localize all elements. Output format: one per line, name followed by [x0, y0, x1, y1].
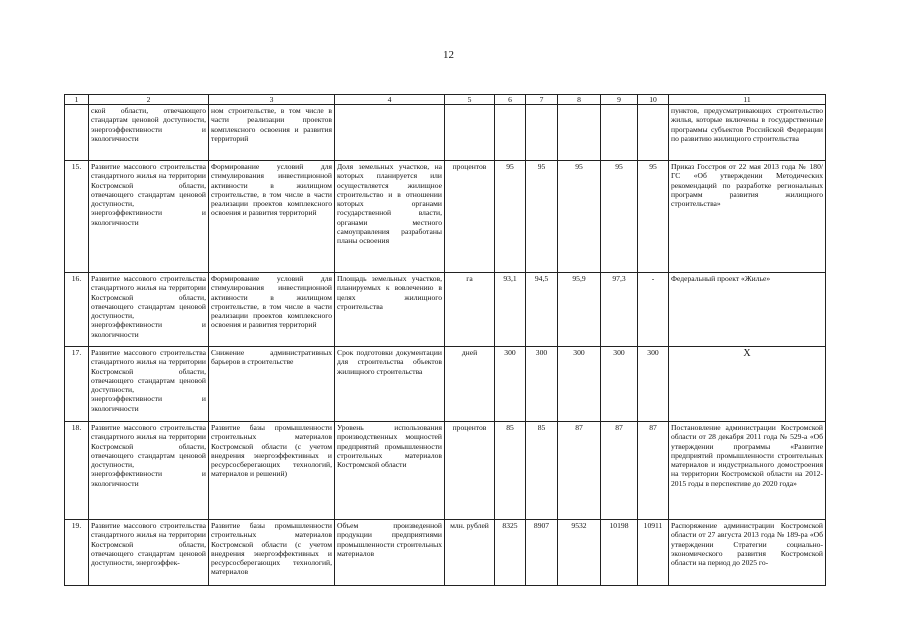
column-header: 7	[526, 95, 558, 105]
value-cell: 87	[601, 422, 638, 520]
column-header: 5	[445, 95, 495, 105]
column-number-row	[65, 95, 826, 105]
table-row	[65, 273, 826, 347]
unit-cell	[445, 105, 495, 161]
goal-cell: ской области, отвечающего стандартам ценовой доступности, энергоэффективности и экологичности	[89, 105, 209, 161]
source-cell: пунктов, предусматривающих строительство жилья, которые включены в государственные программы субъектов Российской Федерации по развитию жилищного строительства	[669, 105, 826, 161]
goal-cell: Развитие массового строительства стандартного жилья на территории Костромской области, отвечающего стандартам ценовой доступности, энергоэффективности и экологичности	[89, 347, 209, 422]
page-number: 12	[443, 49, 454, 61]
task-cell: ном строительстве, в том числе в части реализации проектов комплексного освоения и развития территорий	[209, 105, 335, 161]
source-cell: Распоряжение администрации Костромской области от 27 августа 2013 года № 189-ра «Об утверждении Стратегии социально-экономического развития Костромской области на период до 2025 го-	[669, 520, 826, 586]
value-cell: 95,9	[558, 273, 601, 347]
column-header: 11	[669, 95, 826, 105]
column-header: 1	[65, 95, 89, 105]
unit-cell: процентов	[445, 161, 495, 273]
value-cell: 300	[526, 347, 558, 422]
value-cell: 300	[638, 347, 669, 422]
row-number: 17.	[65, 347, 89, 422]
row-number	[65, 105, 89, 161]
row-number: 19.	[65, 520, 89, 586]
column-header: 9	[601, 95, 638, 105]
value-cell: 8907	[526, 520, 558, 586]
source-cell: Приказ Госстроя от 22 мая 2013 года № 180/ГС «Об утверждении Методических рекомендаций по разработке региональных программ развития жилищного строительства»	[669, 161, 826, 273]
table-row	[65, 422, 826, 520]
task-cell: Развитие базы промышленности строительных материалов Костромской области (с учетом внедрения энергоэффективных и ресурсосберегающих технологий, материалов	[209, 520, 335, 586]
unit-cell: млн. рублей	[445, 520, 495, 586]
goal-cell: Развитие массового строительства стандартного жилья на территории Костромской области, отвечающего стандартам ценовой доступности, энергоэффективности и экологичности	[89, 273, 209, 347]
indicator-cell: Площадь земельных участков, планируемых к вовлечению в целях жилищного строительства	[335, 273, 445, 347]
row-number: 18.	[65, 422, 89, 520]
table-row	[65, 161, 826, 273]
value-cell: 85	[526, 422, 558, 520]
value-cell: 95	[601, 161, 638, 273]
value-cell: 95	[495, 161, 526, 273]
indicators-table	[64, 94, 826, 586]
task-cell: Снижение административных барьеров в строительстве	[209, 347, 335, 422]
unit-cell: дней	[445, 347, 495, 422]
source-cell: Федеральный проект «Жилье»	[669, 273, 826, 347]
value-cell: 85	[495, 422, 526, 520]
unit-cell: га	[445, 273, 495, 347]
table-row	[65, 105, 826, 161]
task-cell: Формирование условий для стимулирования инвестиционной активности в жилищном строительстве, в том числе в части реализации проектов комплексного освоения и развития территорий	[209, 273, 335, 347]
value-cell: 300	[495, 347, 526, 422]
column-header: 10	[638, 95, 669, 105]
column-header: 6	[495, 95, 526, 105]
value-cell: 94,5	[526, 273, 558, 347]
value-cell	[601, 105, 638, 161]
table-row	[65, 347, 826, 422]
value-cell: 300	[558, 347, 601, 422]
goal-cell: Развитие массового строительства стандартного жилья на территории Костромской области, отвечающего стандартам ценовой доступности, энергоэффективности и экологичности	[89, 422, 209, 520]
value-cell: -	[638, 273, 669, 347]
task-cell: Развитие базы промышленности строительных материалов Костромской области (с учетом внедрения энергоэффективных и ресурсосберегающих технологий, материалов и решений)	[209, 422, 335, 520]
value-cell: 87	[638, 422, 669, 520]
value-cell	[495, 105, 526, 161]
goal-cell: Развитие массового строительства стандартного жилья на территории Костромской области, отвечающего стандартам ценовой доступности, энергоэффек-	[89, 520, 209, 586]
task-cell: Формирование условий для стимулирования инвестиционной активности в жилищном строительстве, в том числе в части реализации проектов комплексного освоения и развития территорий	[209, 161, 335, 273]
unit-cell: процентов	[445, 422, 495, 520]
value-cell: 10198	[601, 520, 638, 586]
indicator-cell	[335, 105, 445, 161]
goal-cell: Развитие массового строительства стандартного жилья на территории Костромской области, отвечающего стандартам ценовой доступности, энергоэффективности и экологичности	[89, 161, 209, 273]
row-number: 15.	[65, 161, 89, 273]
value-cell: 95	[526, 161, 558, 273]
indicator-cell: Доля земельных участков, на которых планируется или осуществляется жилищное строительство и в отношении которых органами государственной власти, органами местного самоуправления разработаны планы освоения	[335, 161, 445, 273]
column-header: 2	[89, 95, 209, 105]
value-cell: 95	[638, 161, 669, 273]
value-cell: 87	[558, 422, 601, 520]
value-cell: 300	[601, 347, 638, 422]
source-cell: Постановление администрации Костромской области от 28 декабря 2011 года № 529-а «Об утверждении программы «Развитие предприятий промышленности строительных материалов и индустриального домостроения на территории Костромской области на 2012-2015 годы в перспективе до 2020 года»	[669, 422, 826, 520]
row-number: 16.	[65, 273, 89, 347]
source-cell: Х	[669, 347, 826, 422]
column-header: 8	[558, 95, 601, 105]
column-header: 3	[209, 95, 335, 105]
value-cell: 9532	[558, 520, 601, 586]
table-row	[65, 520, 826, 586]
value-cell: 97,3	[601, 273, 638, 347]
value-cell	[558, 105, 601, 161]
value-cell	[638, 105, 669, 161]
indicator-cell: Объем произведенной продукции предприятиями промышленности строительных материалов	[335, 520, 445, 586]
value-cell: 8325	[495, 520, 526, 586]
value-cell: 95	[558, 161, 601, 273]
indicator-cell: Срок подготовки документации для строительства объектов жилищного строительства	[335, 347, 445, 422]
indicator-cell: Уровень использования производственных мощностей предприятий промышленности строительных материалов Костромской области	[335, 422, 445, 520]
value-cell: 93,1	[495, 273, 526, 347]
column-header: 4	[335, 95, 445, 105]
value-cell	[526, 105, 558, 161]
value-cell: 10911	[638, 520, 669, 586]
